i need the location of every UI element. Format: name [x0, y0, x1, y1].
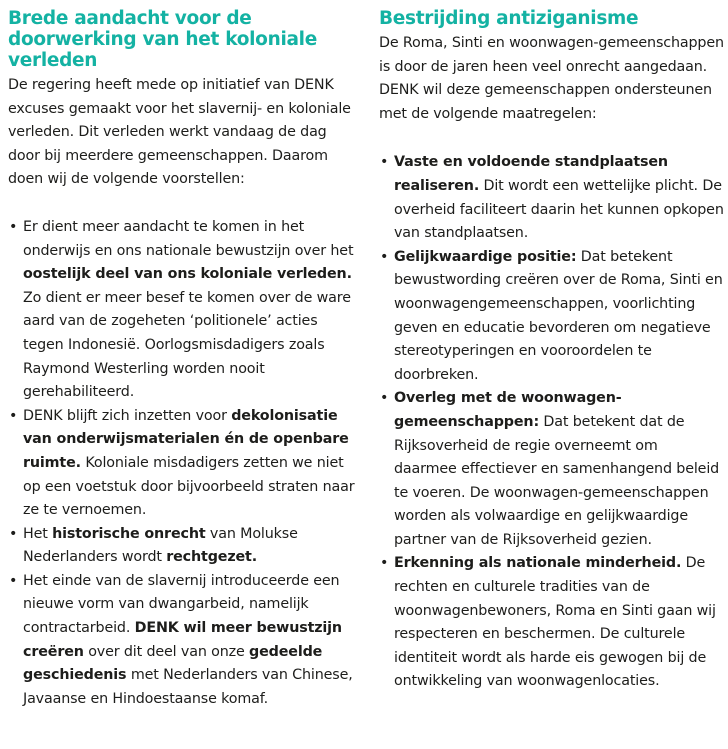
item-emphasis: Erkenning als nationale minderheid. — [394, 555, 682, 572]
section-intro: De regering heeft mede op initiatief van DENK excuses gemaakt voor het slavernij- en koloniale verleden. Dit verleden werkt vandaag de dag door bij meerdere gemeenschappen. Daarom doen wij de volgende voorstellen: — [8, 77, 351, 188]
section-heading: Brede aandacht voor de doorwerking van het koloniale verleden — [8, 8, 317, 71]
item-text: over dit deel van onze — [83, 643, 250, 660]
item-emphasis: Vaste en voldoende standplaatsen realiseren. — [394, 154, 668, 194]
list-item — [379, 151, 724, 245]
item-emphasis: rechtgezet. — [166, 549, 258, 566]
item-emphasis: oostelijk deel van ons koloniale verleden. — [23, 266, 352, 283]
item-emphasis: Gelijkwaardige positie: — [394, 248, 577, 265]
item-emphasis: DENK wil meer bewustzijn creëren — [23, 620, 342, 660]
measure-list — [379, 151, 724, 694]
item-text: Dat betekent bewustwording creëren over de Roma, Sinti en woonwagengemeenschappen, voorlichting geven en educatie bevorderen om negatieve stereotyperingen en vooroordelen te doorbreken. — [394, 248, 723, 383]
left-column — [8, 8, 360, 711]
item-text: Dat betekent dat de Rijksoverheid de regie overneemt om daarmee effectiever en samenhangend beleid te voeren. De woonwagen-gemeenschappen worden als volwaardige en gelijkwaardige partner van de Rijksoverheid gezien. — [394, 413, 720, 548]
list-item — [8, 523, 360, 570]
item-emphasis: historische onrecht — [52, 525, 206, 542]
list-item — [8, 405, 360, 523]
right-column — [379, 8, 724, 694]
section-heading: Bestrijding antiziganisme — [379, 8, 639, 29]
list-item — [379, 552, 724, 694]
item-text: van Molukse Nederlanders wordt — [23, 525, 298, 566]
list-item — [379, 387, 724, 552]
item-text: met Nederlanders van Chinese, Javaanse en Hindoestaanse komaf. — [23, 667, 353, 707]
item-emphasis: gedeelde geschiedenis — [23, 643, 323, 684]
item-text: Er dient meer aandacht te komen in het onderwijs en ons nationale bewustzijn over het — [23, 218, 354, 259]
item-emphasis: dekolonisatie van onderwijsmaterialen én de openbare ruimte. — [23, 407, 349, 471]
item-emphasis: Overleg met de woonwagen-gemeenschappen: — [394, 390, 622, 430]
item-text: Het — [23, 525, 53, 542]
item-text: Koloniale misdadigers zetten we niet op een voetstuk door bijvoorbeeld straten naar ze te vernoemen. — [23, 454, 355, 519]
proposal-list — [8, 216, 360, 711]
item-text: DENK blijft zich inzetten voor — [23, 407, 232, 424]
list-item — [8, 570, 360, 712]
list-item — [8, 216, 360, 405]
item-text: Het einde van de slavernij introduceerde een nieuwe vorm van dwangarbeid, namelijk contractarbeid. — [23, 572, 340, 637]
list-item — [379, 246, 724, 388]
item-text: De rechten en culturele tradities van de woonwagenbewoners, Roma en Sinti gaan wij respecteren en beschermen. De culturele identiteit wordt als harde eis gewogen bij de ontwikkeling van woonwagenlocaties. — [394, 555, 716, 690]
section-intro: De Roma, Sinti en woonwagen-gemeenschappen is door de jaren heen veel onrecht aangedaan. DENK wil deze gemeenschappen ondersteunen met de volgende maatregelen: — [379, 35, 724, 122]
item-text: Zo dient er meer besef te komen over de ware aard van de zogeheten ‘politionele’ acties tegen Indonesië. Oorlogsmisdadigers zoals Raymond Westerling worden nooit gerehabiliteerd. — [23, 289, 351, 401]
item-text: Dit wordt een wettelijke plicht. De overheid faciliteert daarin het kunnen opkopen van standplaatsen. — [394, 177, 724, 242]
